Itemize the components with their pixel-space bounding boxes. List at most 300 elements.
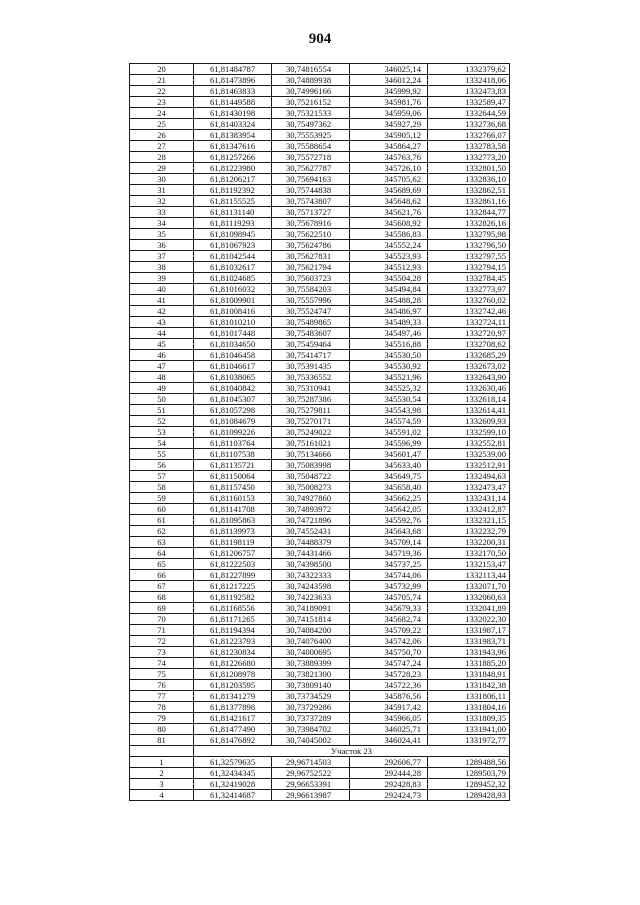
longitude-cell: 30,73984702 bbox=[272, 724, 350, 735]
table-row bbox=[130, 273, 510, 284]
point-number-cell: 26 bbox=[130, 130, 194, 141]
point-number-cell: 58 bbox=[130, 482, 194, 493]
longitude-cell: 30,74243598 bbox=[272, 581, 350, 592]
y-coordinate-cell: 1332685,29 bbox=[428, 350, 510, 361]
point-number-cell: 21 bbox=[130, 75, 194, 86]
point-number-cell: 60 bbox=[130, 504, 194, 515]
longitude-cell: 29,96714503 bbox=[272, 757, 350, 768]
longitude-cell: 30,74552431 bbox=[272, 526, 350, 537]
longitude-cell: 30,75249022 bbox=[272, 427, 350, 438]
point-number-cell: 56 bbox=[130, 460, 194, 471]
y-coordinate-cell: 1332801,50 bbox=[428, 163, 510, 174]
table-row bbox=[130, 614, 510, 625]
latitude-cell: 61,81449588 bbox=[194, 97, 272, 108]
x-coordinate-cell: 345488,28 bbox=[350, 295, 428, 306]
longitude-cell: 30,75287386 bbox=[272, 394, 350, 405]
point-number-cell: 40 bbox=[130, 284, 194, 295]
latitude-cell: 61,81135721 bbox=[194, 460, 272, 471]
latitude-cell: 61,32419028 bbox=[194, 779, 272, 790]
table-row bbox=[130, 471, 510, 482]
x-coordinate-cell: 345728,23 bbox=[350, 669, 428, 680]
y-coordinate-cell: 1332512,91 bbox=[428, 460, 510, 471]
latitude-cell: 61,81067923 bbox=[194, 240, 272, 251]
point-number-cell: 41 bbox=[130, 295, 194, 306]
latitude-cell: 61,81194394 bbox=[194, 625, 272, 636]
point-number-cell: 2 bbox=[130, 768, 194, 779]
latitude-cell: 61,81223980 bbox=[194, 163, 272, 174]
table-row bbox=[130, 350, 510, 361]
latitude-cell: 61,81008416 bbox=[194, 306, 272, 317]
x-coordinate-cell: 345876,56 bbox=[350, 691, 428, 702]
table-row bbox=[130, 130, 510, 141]
table-row bbox=[130, 185, 510, 196]
table-row bbox=[130, 119, 510, 130]
x-coordinate-cell: 346012,24 bbox=[350, 75, 428, 86]
longitude-cell: 30,75553925 bbox=[272, 130, 350, 141]
table-row bbox=[130, 295, 510, 306]
latitude-cell: 61,81155525 bbox=[194, 196, 272, 207]
table-row bbox=[130, 603, 510, 614]
y-coordinate-cell: 1332773,97 bbox=[428, 284, 510, 295]
y-coordinate-cell: 1331804,16 bbox=[428, 702, 510, 713]
x-coordinate-cell: 345719,36 bbox=[350, 548, 428, 559]
latitude-cell: 61,81230834 bbox=[194, 647, 272, 658]
x-coordinate-cell: 345649,75 bbox=[350, 471, 428, 482]
y-coordinate-cell: 1332418,06 bbox=[428, 75, 510, 86]
x-coordinate-cell: 345574,59 bbox=[350, 416, 428, 427]
x-coordinate-cell: 345516,88 bbox=[350, 339, 428, 350]
x-coordinate-cell: 345750,70 bbox=[350, 647, 428, 658]
x-coordinate-cell: 346024,41 bbox=[350, 735, 428, 746]
latitude-cell: 61,81192392 bbox=[194, 185, 272, 196]
y-coordinate-cell: 1331809,35 bbox=[428, 713, 510, 724]
x-coordinate-cell: 345864,27 bbox=[350, 141, 428, 152]
y-coordinate-cell: 1289503,79 bbox=[428, 768, 510, 779]
longitude-cell: 30,75678916 bbox=[272, 218, 350, 229]
y-coordinate-cell: 1332784,45 bbox=[428, 273, 510, 284]
y-coordinate-cell: 1332794,15 bbox=[428, 262, 510, 273]
longitude-cell: 30,75584203 bbox=[272, 284, 350, 295]
latitude-cell: 61,81016032 bbox=[194, 284, 272, 295]
latitude-cell: 61,81383954 bbox=[194, 130, 272, 141]
table-row bbox=[130, 548, 510, 559]
longitude-cell: 30,74045002 bbox=[272, 735, 350, 746]
latitude-cell: 61,81198119 bbox=[194, 537, 272, 548]
y-coordinate-cell: 1332473,47 bbox=[428, 482, 510, 493]
x-coordinate-cell: 345621,76 bbox=[350, 207, 428, 218]
longitude-cell: 30,75270171 bbox=[272, 416, 350, 427]
table-row bbox=[130, 515, 510, 526]
point-number-cell: 33 bbox=[130, 207, 194, 218]
x-coordinate-cell: 345763,76 bbox=[350, 152, 428, 163]
latitude-cell: 61,81107538 bbox=[194, 449, 272, 460]
longitude-cell: 30,74816554 bbox=[272, 64, 350, 75]
x-coordinate-cell: 345530,50 bbox=[350, 350, 428, 361]
longitude-cell: 30,74996166 bbox=[272, 86, 350, 97]
table-row bbox=[130, 416, 510, 427]
x-coordinate-cell: 345608,92 bbox=[350, 218, 428, 229]
point-number-cell: 22 bbox=[130, 86, 194, 97]
latitude-cell: 61,81476892 bbox=[194, 735, 272, 746]
table-row bbox=[130, 658, 510, 669]
table-row bbox=[130, 196, 510, 207]
table-row bbox=[130, 438, 510, 449]
longitude-cell: 30,74927860 bbox=[272, 493, 350, 504]
latitude-cell: 61,81222503 bbox=[194, 559, 272, 570]
point-number-cell: 68 bbox=[130, 592, 194, 603]
x-coordinate-cell: 345494,84 bbox=[350, 284, 428, 295]
table-row bbox=[130, 251, 510, 262]
y-coordinate-cell: 1332614,41 bbox=[428, 405, 510, 416]
y-coordinate-cell: 1332113,44 bbox=[428, 570, 510, 581]
x-coordinate-cell: 345512,93 bbox=[350, 262, 428, 273]
x-coordinate-cell: 345732,99 bbox=[350, 581, 428, 592]
longitude-cell: 30,74488379 bbox=[272, 537, 350, 548]
latitude-cell: 61,81017448 bbox=[194, 328, 272, 339]
point-number-cell: 42 bbox=[130, 306, 194, 317]
point-number-cell: 55 bbox=[130, 449, 194, 460]
point-number-cell: 1 bbox=[130, 757, 194, 768]
y-coordinate-cell: 1331987,17 bbox=[428, 625, 510, 636]
y-coordinate-cell: 1332589,47 bbox=[428, 97, 510, 108]
y-coordinate-cell: 1332153,47 bbox=[428, 559, 510, 570]
table-row bbox=[130, 460, 510, 471]
point-number-cell: 25 bbox=[130, 119, 194, 130]
y-coordinate-cell: 1332618,14 bbox=[428, 394, 510, 405]
x-coordinate-cell: 345742,06 bbox=[350, 636, 428, 647]
longitude-cell: 30,75336552 bbox=[272, 372, 350, 383]
y-coordinate-cell: 1332041,89 bbox=[428, 603, 510, 614]
longitude-cell: 30,75713727 bbox=[272, 207, 350, 218]
point-number-cell: 69 bbox=[130, 603, 194, 614]
y-coordinate-cell: 1332836,10 bbox=[428, 174, 510, 185]
latitude-cell: 61,81095863 bbox=[194, 515, 272, 526]
x-coordinate-cell: 345552,24 bbox=[350, 240, 428, 251]
longitude-cell: 30,75134666 bbox=[272, 449, 350, 460]
table-row bbox=[130, 427, 510, 438]
longitude-cell: 29,96752522 bbox=[272, 768, 350, 779]
y-coordinate-cell: 1331885,20 bbox=[428, 658, 510, 669]
longitude-cell: 30,75743807 bbox=[272, 196, 350, 207]
y-coordinate-cell: 1331848,91 bbox=[428, 669, 510, 680]
table-row bbox=[130, 691, 510, 702]
point-number-cell: 20 bbox=[130, 64, 194, 75]
latitude-cell: 61,81227899 bbox=[194, 570, 272, 581]
y-coordinate-cell: 1332200,31 bbox=[428, 537, 510, 548]
y-coordinate-cell: 1331983,71 bbox=[428, 636, 510, 647]
point-number-cell: 39 bbox=[130, 273, 194, 284]
point-number-cell: 72 bbox=[130, 636, 194, 647]
latitude-cell: 61,81160153 bbox=[194, 493, 272, 504]
longitude-cell: 30,74431466 bbox=[272, 548, 350, 559]
x-coordinate-cell: 345705,62 bbox=[350, 174, 428, 185]
point-number-cell: 29 bbox=[130, 163, 194, 174]
y-coordinate-cell: 1331941,00 bbox=[428, 724, 510, 735]
latitude-cell: 61,81257266 bbox=[194, 152, 272, 163]
y-coordinate-cell: 1332861,16 bbox=[428, 196, 510, 207]
point-number-cell: 48 bbox=[130, 372, 194, 383]
point-number-cell: 38 bbox=[130, 262, 194, 273]
table-row bbox=[130, 75, 510, 86]
longitude-cell: 30,74721896 bbox=[272, 515, 350, 526]
point-number-cell: 57 bbox=[130, 471, 194, 482]
x-coordinate-cell: 345530,92 bbox=[350, 361, 428, 372]
y-coordinate-cell: 1332783,58 bbox=[428, 141, 510, 152]
longitude-cell: 30,74151814 bbox=[272, 614, 350, 625]
point-number-cell: 50 bbox=[130, 394, 194, 405]
x-coordinate-cell: 345682,74 bbox=[350, 614, 428, 625]
longitude-cell: 30,73737289 bbox=[272, 713, 350, 724]
x-coordinate-cell: 345705,74 bbox=[350, 592, 428, 603]
point-number-cell: 35 bbox=[130, 229, 194, 240]
table-row bbox=[130, 163, 510, 174]
table-row bbox=[130, 383, 510, 394]
table-row bbox=[130, 64, 510, 75]
table-row bbox=[130, 97, 510, 108]
point-number-cell: 45 bbox=[130, 339, 194, 350]
y-coordinate-cell: 1332539,00 bbox=[428, 449, 510, 460]
y-coordinate-cell: 1332609,93 bbox=[428, 416, 510, 427]
table-row bbox=[130, 449, 510, 460]
longitude-cell: 30,75008273 bbox=[272, 482, 350, 493]
latitude-cell: 61,81168556 bbox=[194, 603, 272, 614]
x-coordinate-cell: 292424,73 bbox=[350, 790, 428, 801]
latitude-cell: 61,81119293 bbox=[194, 218, 272, 229]
longitude-cell: 30,73821300 bbox=[272, 669, 350, 680]
table-row bbox=[130, 306, 510, 317]
y-coordinate-cell: 1332644,59 bbox=[428, 108, 510, 119]
table-row bbox=[130, 713, 510, 724]
y-coordinate-cell: 1332170,50 bbox=[428, 548, 510, 559]
latitude-cell: 61,81046458 bbox=[194, 350, 272, 361]
y-coordinate-cell: 1332321,15 bbox=[428, 515, 510, 526]
x-coordinate-cell: 345679,33 bbox=[350, 603, 428, 614]
latitude-cell: 61,81157450 bbox=[194, 482, 272, 493]
point-number-cell: 3 bbox=[130, 779, 194, 790]
y-coordinate-cell: 1332760,02 bbox=[428, 295, 510, 306]
latitude-cell: 61,81042544 bbox=[194, 251, 272, 262]
y-coordinate-cell: 1289428,93 bbox=[428, 790, 510, 801]
longitude-cell: 30,74322333 bbox=[272, 570, 350, 581]
x-coordinate-cell: 345601,47 bbox=[350, 449, 428, 460]
latitude-cell: 61,81057298 bbox=[194, 405, 272, 416]
latitude-cell: 61,81040842 bbox=[194, 383, 272, 394]
longitude-cell: 30,75557996 bbox=[272, 295, 350, 306]
latitude-cell: 61,81009901 bbox=[194, 295, 272, 306]
longitude-cell: 30,75744838 bbox=[272, 185, 350, 196]
y-coordinate-cell: 1332766,07 bbox=[428, 130, 510, 141]
latitude-cell: 61,81150064 bbox=[194, 471, 272, 482]
table-row bbox=[130, 625, 510, 636]
longitude-cell: 30,74398500 bbox=[272, 559, 350, 570]
table-row bbox=[130, 394, 510, 405]
latitude-cell: 61,81046617 bbox=[194, 361, 272, 372]
table-row bbox=[130, 702, 510, 713]
point-number-cell: 62 bbox=[130, 526, 194, 537]
table-row bbox=[130, 207, 510, 218]
x-coordinate-cell: 345592,76 bbox=[350, 515, 428, 526]
longitude-cell: 30,75572718 bbox=[272, 152, 350, 163]
latitude-cell: 61,81473896 bbox=[194, 75, 272, 86]
latitude-cell: 61,81347616 bbox=[194, 141, 272, 152]
latitude-cell: 61,81098945 bbox=[194, 229, 272, 240]
x-coordinate-cell: 345504,28 bbox=[350, 273, 428, 284]
x-coordinate-cell: 345642,05 bbox=[350, 504, 428, 515]
x-coordinate-cell: 345737,25 bbox=[350, 559, 428, 570]
x-coordinate-cell: 345530,54 bbox=[350, 394, 428, 405]
longitude-cell: 30,74223633 bbox=[272, 592, 350, 603]
table-row bbox=[130, 86, 510, 97]
latitude-cell: 61,81217225 bbox=[194, 581, 272, 592]
x-coordinate-cell: 345658,40 bbox=[350, 482, 428, 493]
section-header-row bbox=[130, 746, 510, 757]
latitude-cell: 61,81139973 bbox=[194, 526, 272, 537]
x-coordinate-cell: 346025,14 bbox=[350, 64, 428, 75]
latitude-cell: 61,81045307 bbox=[194, 394, 272, 405]
x-coordinate-cell: 292606,77 bbox=[350, 757, 428, 768]
point-number-cell: 30 bbox=[130, 174, 194, 185]
point-number-cell: 63 bbox=[130, 537, 194, 548]
longitude-cell: 30,75603723 bbox=[272, 273, 350, 284]
point-number-cell: 59 bbox=[130, 493, 194, 504]
x-coordinate-cell: 346025,71 bbox=[350, 724, 428, 735]
latitude-cell: 61,81032617 bbox=[194, 262, 272, 273]
y-coordinate-cell: 1289488,56 bbox=[428, 757, 510, 768]
table-row bbox=[130, 526, 510, 537]
y-coordinate-cell: 1331806,11 bbox=[428, 691, 510, 702]
latitude-cell: 61,32414687 bbox=[194, 790, 272, 801]
longitude-cell: 30,75459464 bbox=[272, 339, 350, 350]
y-coordinate-cell: 1332797,55 bbox=[428, 251, 510, 262]
point-number-cell: 81 bbox=[130, 735, 194, 746]
point-number-cell: 73 bbox=[130, 647, 194, 658]
x-coordinate-cell: 345497,46 bbox=[350, 328, 428, 339]
longitude-cell: 30,73734529 bbox=[272, 691, 350, 702]
y-coordinate-cell: 1332431,14 bbox=[428, 493, 510, 504]
table-row bbox=[130, 757, 510, 768]
longitude-cell: 30,75627831 bbox=[272, 251, 350, 262]
latitude-cell: 61,81206757 bbox=[194, 548, 272, 559]
longitude-cell: 30,75489865 bbox=[272, 317, 350, 328]
longitude-cell: 30,75621794 bbox=[272, 262, 350, 273]
y-coordinate-cell: 1332736,68 bbox=[428, 119, 510, 130]
longitude-cell: 30,75694163 bbox=[272, 174, 350, 185]
longitude-cell: 29,96613987 bbox=[272, 790, 350, 801]
x-coordinate-cell: 345591,02 bbox=[350, 427, 428, 438]
longitude-cell: 29,96653391 bbox=[272, 779, 350, 790]
y-coordinate-cell: 1332071,70 bbox=[428, 581, 510, 592]
x-coordinate-cell: 345959,06 bbox=[350, 108, 428, 119]
table-row bbox=[130, 328, 510, 339]
longitude-cell: 30,74889938 bbox=[272, 75, 350, 86]
x-coordinate-cell: 345709,14 bbox=[350, 537, 428, 548]
table-row bbox=[130, 581, 510, 592]
point-number-cell: 71 bbox=[130, 625, 194, 636]
latitude-cell: 61,81226680 bbox=[194, 658, 272, 669]
x-coordinate-cell: 345596,99 bbox=[350, 438, 428, 449]
table-row bbox=[130, 174, 510, 185]
latitude-cell: 61,81403324 bbox=[194, 119, 272, 130]
latitude-cell: 61,81103764 bbox=[194, 438, 272, 449]
x-coordinate-cell: 345927,29 bbox=[350, 119, 428, 130]
point-number-cell: 54 bbox=[130, 438, 194, 449]
latitude-cell: 61,81206217 bbox=[194, 174, 272, 185]
longitude-cell: 30,75310941 bbox=[272, 383, 350, 394]
point-number-cell: 23 bbox=[130, 97, 194, 108]
table-row bbox=[130, 229, 510, 240]
latitude-cell: 61,32579635 bbox=[194, 757, 272, 768]
longitude-cell: 30,75279811 bbox=[272, 405, 350, 416]
x-coordinate-cell: 345543,98 bbox=[350, 405, 428, 416]
x-coordinate-cell: 345726,10 bbox=[350, 163, 428, 174]
point-number-cell: 28 bbox=[130, 152, 194, 163]
x-coordinate-cell: 345633,40 bbox=[350, 460, 428, 471]
table-row bbox=[130, 724, 510, 735]
longitude-cell: 30,73729286 bbox=[272, 702, 350, 713]
latitude-cell: 61,81484787 bbox=[194, 64, 272, 75]
latitude-cell: 61,81084679 bbox=[194, 416, 272, 427]
y-coordinate-cell: 1332673,02 bbox=[428, 361, 510, 372]
table-row bbox=[130, 779, 510, 790]
x-coordinate-cell: 345523,93 bbox=[350, 251, 428, 262]
point-number-cell: 74 bbox=[130, 658, 194, 669]
x-coordinate-cell: 345981,76 bbox=[350, 97, 428, 108]
point-number-cell: 80 bbox=[130, 724, 194, 735]
y-coordinate-cell: 1332844,77 bbox=[428, 207, 510, 218]
x-coordinate-cell: 292428,83 bbox=[350, 779, 428, 790]
table-row bbox=[130, 537, 510, 548]
table-row bbox=[130, 735, 510, 746]
point-number-cell: 77 bbox=[130, 691, 194, 702]
point-number-cell: 52 bbox=[130, 416, 194, 427]
longitude-cell: 30,75161021 bbox=[272, 438, 350, 449]
latitude-cell: 61,81034650 bbox=[194, 339, 272, 350]
x-coordinate-cell: 345905,12 bbox=[350, 130, 428, 141]
latitude-cell: 61,81192582 bbox=[194, 592, 272, 603]
latitude-cell: 61,81171265 bbox=[194, 614, 272, 625]
y-coordinate-cell: 1332796,50 bbox=[428, 240, 510, 251]
table-row bbox=[130, 636, 510, 647]
y-coordinate-cell: 1332379,62 bbox=[428, 64, 510, 75]
section-empty-cell bbox=[130, 746, 194, 757]
table-row bbox=[130, 405, 510, 416]
page-number: 904 bbox=[308, 31, 332, 47]
point-number-cell: 64 bbox=[130, 548, 194, 559]
longitude-cell: 30,75083998 bbox=[272, 460, 350, 471]
point-number-cell: 76 bbox=[130, 680, 194, 691]
table-row bbox=[130, 570, 510, 581]
longitude-cell: 30,75391435 bbox=[272, 361, 350, 372]
x-coordinate-cell: 345999,92 bbox=[350, 86, 428, 97]
point-number-cell: 44 bbox=[130, 328, 194, 339]
y-coordinate-cell: 1332022,30 bbox=[428, 614, 510, 625]
latitude-cell: 61,81223793 bbox=[194, 636, 272, 647]
latitude-cell: 61,81477490 bbox=[194, 724, 272, 735]
y-coordinate-cell: 1332862,51 bbox=[428, 185, 510, 196]
latitude-cell: 61,81341279 bbox=[194, 691, 272, 702]
point-number-cell: 75 bbox=[130, 669, 194, 680]
latitude-cell: 61,81099226 bbox=[194, 427, 272, 438]
longitude-cell: 30,73889399 bbox=[272, 658, 350, 669]
longitude-cell: 30,75048722 bbox=[272, 471, 350, 482]
point-number-cell: 61 bbox=[130, 515, 194, 526]
y-coordinate-cell: 1332630,46 bbox=[428, 383, 510, 394]
point-number-cell: 51 bbox=[130, 405, 194, 416]
table-row bbox=[130, 482, 510, 493]
y-coordinate-cell: 1331972,77 bbox=[428, 735, 510, 746]
y-coordinate-cell: 1332795,98 bbox=[428, 229, 510, 240]
y-coordinate-cell: 1331943,96 bbox=[428, 647, 510, 658]
